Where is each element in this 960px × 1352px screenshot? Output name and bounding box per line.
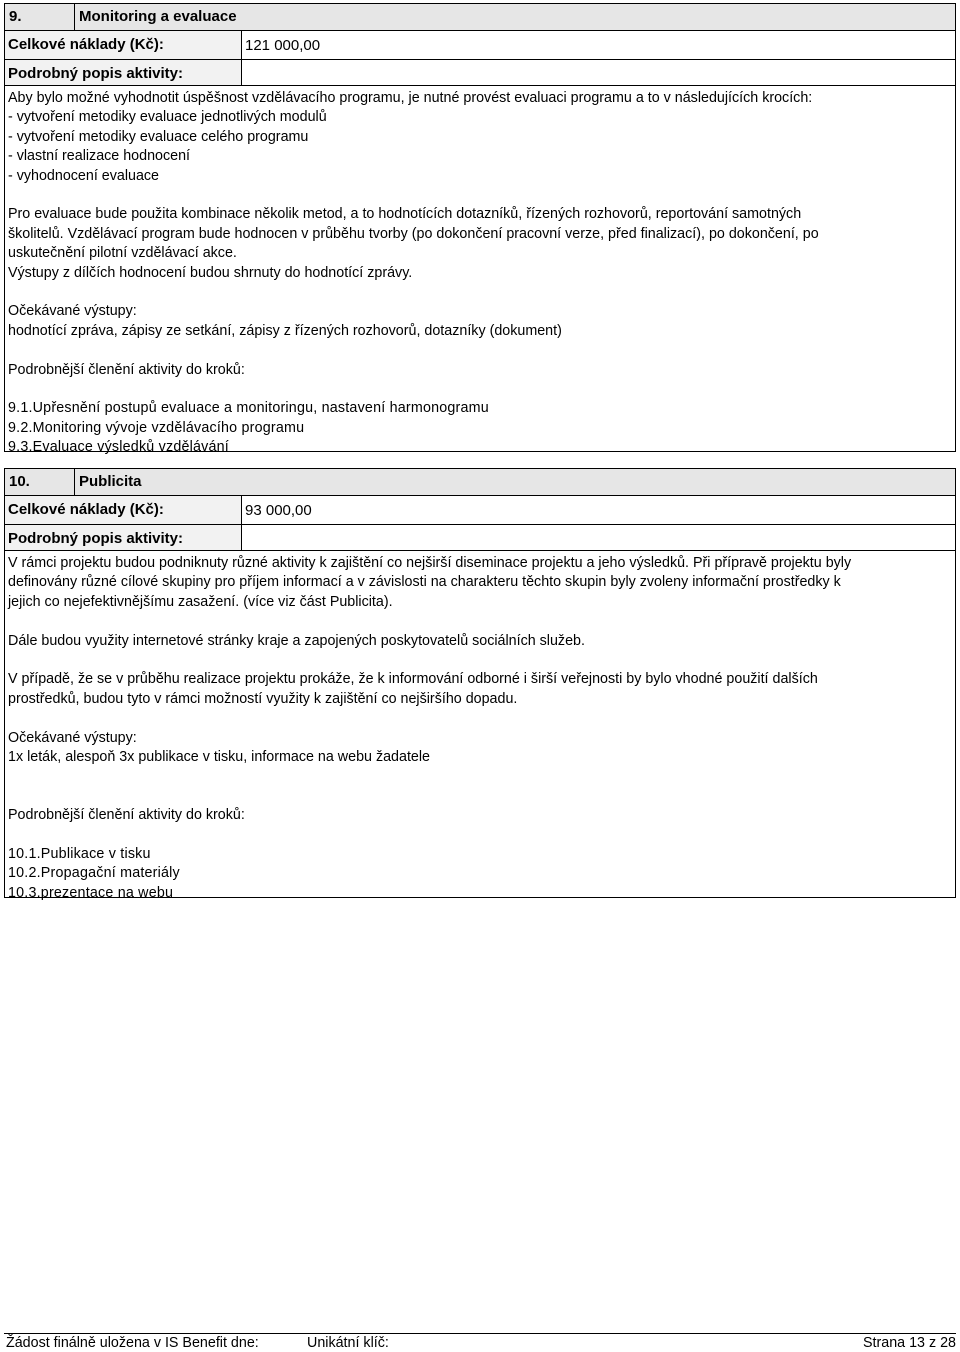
outputs-text: 1x leták, alespoň 3x publikace v tisku, informace na webu žadatele [8,749,431,766]
paragraph-line: V rámci projektu budou podniknuty různé aktivity k zajištění co nejširší diseminace projektu a jeho výsledků. Při přípravě projektu byly [8,555,852,571]
step-item: 10.3.prezentace na webu [8,884,174,901]
description-body [8,554,949,903]
section-title-row [5,469,955,496]
cost-label: Celkové náklady (Kč): [5,496,242,524]
step-item: 9.2.Monitoring vývoje vzdělávacího programu [8,419,305,436]
paragraph-line: V případě, že se v průběhu realizace projektu prokáže, že k informování odborné i širší veřejnosti by bylo vhodné použití dalších [8,671,818,688]
step-item: 9.3.Evaluace výsledků vzdělávání [8,439,229,456]
description-body [8,89,949,458]
paragraph-line: uskutečnění pilotní vzdělávací akce. [8,245,237,262]
steps-label: Podrobnější členění aktivity do kroků: [8,361,245,378]
paragraph-line: Dále budou využity internetové stránky kraje a zapojených poskytovatelů sociálních služeb. [8,632,585,649]
outputs-label: Očekávané výstupy: [8,729,137,746]
description-label-row [5,60,955,86]
description-label-row [5,525,955,551]
section-title: Monitoring a evaluace [79,8,237,25]
paragraph-line: jejich co nejefektivnějšímu zasažení. (více viz část Publicita). [8,593,393,610]
description-label: Podrobný popis aktivity: [5,60,242,85]
paragraph-line: školitelů. Vzdělávací program bude hodnocen v průběhu tvorby (po dokončení pracovní verze, před finalizací), po dokončení, po [8,225,819,242]
page-footer [4,1333,956,1352]
section-number: 10. [5,469,75,495]
cost-label: Celkové náklady (Kč): [5,31,242,59]
bullet-item: - vyhodnocení evaluace [8,167,160,184]
bullet-item: - vlastní realizace hodnocení [8,148,190,165]
activity-section-10 [4,468,956,901]
intro-text: Aby bylo možné vyhodnotit úspěšnost vzdělávacího programu, je nutné provést evaluaci programu a to v následujících krocích: [8,90,813,106]
step-item: 9.1.Upřesnění postupů evaluace a monitoringu, nastavení harmonogramu [8,400,489,417]
paragraph-line: Výstupy z dílčích hodnocení budou shrnuty do hodnotící zprávy. [8,264,413,281]
step-item: 10.1.Publikace v tisku [8,846,151,862]
paragraph-line: prostředků, budou tyto v rámci možností využity k zajištění co nejširšího dopadu. [8,690,518,707]
cost-value: 93 000,00 [245,502,312,519]
activity-section-9 [4,3,956,456]
section-title-row [5,4,955,31]
steps-label: Podrobnější členění aktivity do kroků: [8,807,245,824]
bullet-item: - vytvoření metodiky evaluace celého programu [8,128,309,145]
cost-row [5,496,955,525]
paragraph-line: definovány různé cílové skupiny pro příjem informací a v závislosti na charakteru těchto skupin byly zvoleny informační prostředky k [8,574,841,591]
step-item: 10.2.Propagační materiály [8,865,180,882]
outputs-label: Očekávané výstupy: [8,303,137,320]
section-title: Publicita [79,473,142,490]
footer-unique-key-label: Unikátní klíč: [307,1335,389,1351]
section-number: 9. [5,4,75,30]
footer-saved-label: Žádost finálně uložena v IS Benefit dne: [6,1335,259,1351]
cost-row [5,31,955,60]
outputs-text: hodnotící zpráva, zápisy ze setkání, zápisy z řízených rozhovorů, dotazníky (dokument) [8,322,562,339]
footer-page-number: Strana 13 z 28 [863,1335,956,1351]
bullet-item: - vytvoření metodiky evaluace jednotlivých modulů [8,109,327,126]
cost-value: 121 000,00 [245,37,321,54]
description-label: Podrobný popis aktivity: [5,525,242,550]
paragraph-line: Pro evaluace bude použita kombinace několik metod, a to hodnotících dotazníků, řízených rozhovorů, reportování samotných [8,206,802,223]
